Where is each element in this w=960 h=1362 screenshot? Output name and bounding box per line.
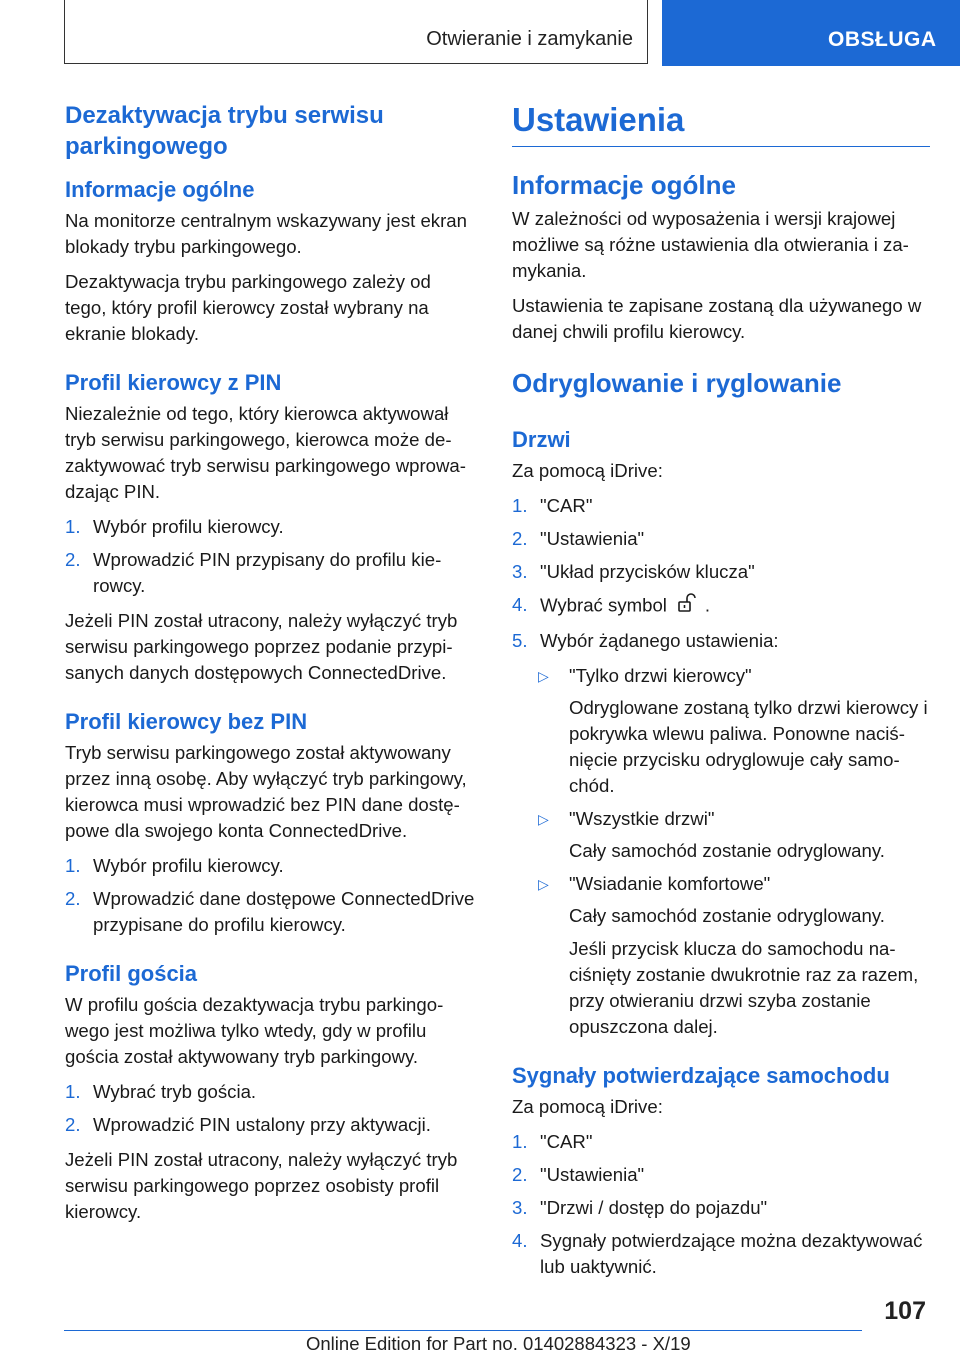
step-suffix: . xyxy=(704,594,711,616)
signals-intro: Za pomocą iDrive: xyxy=(512,1096,663,1117)
guest-p1: W profilu gościa dezaktywacja trybu parkingowego jest możliwa tylko wtedy, gdy w profilu gościa został aktywowany tryb parkingowy. xyxy=(65,994,444,1067)
pin-steps xyxy=(65,514,477,599)
left-general-p1: Na monitorze centralnym wskazywany jest ekran blokady trybu parkingowego. xyxy=(65,210,467,257)
step-number: 3. xyxy=(512,561,528,582)
step-text: Sygnały potwierdzające można dezaktywować lub uaktywnić. xyxy=(540,1230,923,1277)
list-item xyxy=(65,853,477,879)
page-number: 107 xyxy=(884,1297,926,1325)
doors-intro: Za pomocą iDrive: xyxy=(512,460,663,481)
step-number: 1. xyxy=(65,1081,81,1102)
step-text: Wprowadzić PIN ustalony przy aktywacji. xyxy=(93,1114,431,1135)
right-general-p1: W zależności od wyposażenia i wersji krajowej możliwe są różne ustawienia dla otwierania i zamykania. xyxy=(512,208,909,281)
list-item xyxy=(512,628,930,654)
step-text: "CAR" xyxy=(540,495,593,516)
option-title: "Tylko drzwi kierowcy" xyxy=(569,665,752,686)
step-number: 5. xyxy=(512,630,528,651)
step-text: Wybór profilu kierowcy. xyxy=(93,855,284,876)
guest-heading: Profil gościa xyxy=(65,961,198,986)
option-item xyxy=(538,806,930,832)
step-number: 1. xyxy=(512,1131,528,1152)
triangle-bullet-icon: ▷ xyxy=(538,668,549,684)
step-number: 4. xyxy=(512,594,528,615)
nopin-heading: Profil kierowcy bez PIN xyxy=(65,709,308,734)
option-desc: Cały samochód zostanie odryglowany. xyxy=(569,905,885,926)
page-header xyxy=(0,0,960,66)
header-section-title: Otwieranie i zamykanie xyxy=(426,28,633,50)
step-number: 2. xyxy=(65,888,81,909)
right-general-p2: Ustawienia te zapisane zostaną dla używanego w danej chwili profilu kierowcy. xyxy=(512,295,922,342)
step-text: Wybór żądanego ustawienia: xyxy=(540,630,779,651)
nopin-steps xyxy=(65,853,477,938)
option-desc: Jeśli przycisk klucza do samochodu naciśnięty zostanie dwukrotnie raz za razem, przy otwieraniu drzwi szyba zostanie opuszczona dalej. xyxy=(569,938,919,1037)
list-item xyxy=(512,1129,930,1155)
list-item xyxy=(65,886,477,938)
list-item xyxy=(65,1112,477,1138)
right-column xyxy=(512,100,930,1289)
list-item xyxy=(512,1162,930,1188)
step-number: 4. xyxy=(512,1230,528,1251)
option-item xyxy=(538,871,930,897)
doors-steps xyxy=(512,493,930,654)
list-item xyxy=(512,1195,930,1221)
left-general-p2: Dezaktywacja trybu parkingowego zależy od tego, który profil kierowcy został wybrany na ekranie blokady. xyxy=(65,271,431,344)
right-section-title: Ustawienia xyxy=(512,100,930,147)
header-section-box xyxy=(64,0,648,64)
unlock-heading: Odryglowanie i ryglowanie xyxy=(512,368,842,398)
footer-divider xyxy=(64,1330,862,1331)
step-text: "Ustawienia" xyxy=(540,528,645,549)
signals-heading: Sygnały potwierdzające samochodu xyxy=(512,1063,890,1088)
step-number: 2. xyxy=(512,528,528,549)
step-text: Wybrać symbol xyxy=(540,594,667,616)
unlock-icon xyxy=(675,592,697,621)
option-item xyxy=(538,663,930,689)
pin-p2: Jeżeli PIN został utracony, należy wyłączyć tryb serwisu parkingowego poprzez podanie przypisanych danych dostępowych ConnectedDrive. xyxy=(65,610,458,683)
guest-steps xyxy=(65,1079,477,1138)
pin-heading: Profil kierowcy z PIN xyxy=(65,370,282,395)
header-chapter-tab: OBSŁUGA xyxy=(662,0,960,66)
left-column xyxy=(65,100,477,1234)
step-number: 1. xyxy=(512,495,528,516)
list-item xyxy=(512,559,930,585)
step-number: 1. xyxy=(65,855,81,876)
triangle-bullet-icon: ▷ xyxy=(538,876,549,892)
step-number: 3. xyxy=(512,1197,528,1218)
pin-p1: Niezależnie od tego, który kierowca aktywował tryb serwisu parkingowego, kierowca może dezaktywować tryb serwisu parkingowego wprowadzając PIN. xyxy=(65,403,466,502)
step-text: Wprowadzić dane dostępowe ConnectedDrive przypisane do profilu kierowcy. xyxy=(93,888,475,935)
option-title: "Wsiadanie komfortowe" xyxy=(569,873,771,894)
step-text: Wprowadzić PIN przypisany do profilu kierowcy. xyxy=(93,549,442,596)
list-item xyxy=(65,1079,477,1105)
doors-heading: Drzwi xyxy=(512,427,571,452)
list-item xyxy=(512,526,930,552)
list-item xyxy=(512,1228,930,1280)
step-text: "Drzwi / dostęp do pojazdu" xyxy=(540,1197,768,1218)
option-desc: Odryglowane zostaną tylko drzwi kierowcy i pokrywka wlewu paliwa. Ponowne naciśnięcie przycisku odryglowuje cały samochód. xyxy=(569,697,928,796)
step-number: 1. xyxy=(65,516,81,537)
list-item xyxy=(65,514,477,540)
step-text: Wybrać tryb gościa. xyxy=(93,1081,257,1102)
triangle-bullet-icon: ▷ xyxy=(538,811,549,827)
step-number: 2. xyxy=(65,1114,81,1135)
step-number: 2. xyxy=(65,549,81,570)
option-desc: Cały samochód zostanie odryglowany. xyxy=(569,840,885,861)
left-section-title: Dezaktywacja trybu serwisu parkingowego xyxy=(65,102,384,160)
footer-edition: Online Edition for Part no. 01402884323 - X/19 xyxy=(306,1333,691,1354)
nopin-p1: Tryb serwisu parkingowego został aktywowany przez inną osobę. Aby wyłączyć tryb parkingowy, kierowca musi wprowadzić bez PIN dane dostępowe dla swojego konta ConnectedDrive. xyxy=(65,742,467,841)
step-text: "Ustawienia" xyxy=(540,1164,645,1185)
right-general-heading: Informacje ogólne xyxy=(512,170,736,200)
step-text: Wybór profilu kierowcy. xyxy=(93,516,284,537)
list-item xyxy=(65,547,477,599)
list-item xyxy=(512,592,930,621)
step-text: "Układ przycisków klucza" xyxy=(540,561,755,582)
option-title: "Wszystkie drzwi" xyxy=(569,808,715,829)
signals-steps xyxy=(512,1129,930,1280)
option-list xyxy=(512,663,930,1040)
left-general-heading: Informacje ogólne xyxy=(65,177,255,202)
step-number: 2. xyxy=(512,1164,528,1185)
list-item xyxy=(512,493,930,519)
step-text: "CAR" xyxy=(540,1131,593,1152)
guest-p2: Jeżeli PIN został utracony, należy wyłączyć tryb serwisu parkingowego poprzez osobisty profil kierowcy. xyxy=(65,1149,458,1222)
